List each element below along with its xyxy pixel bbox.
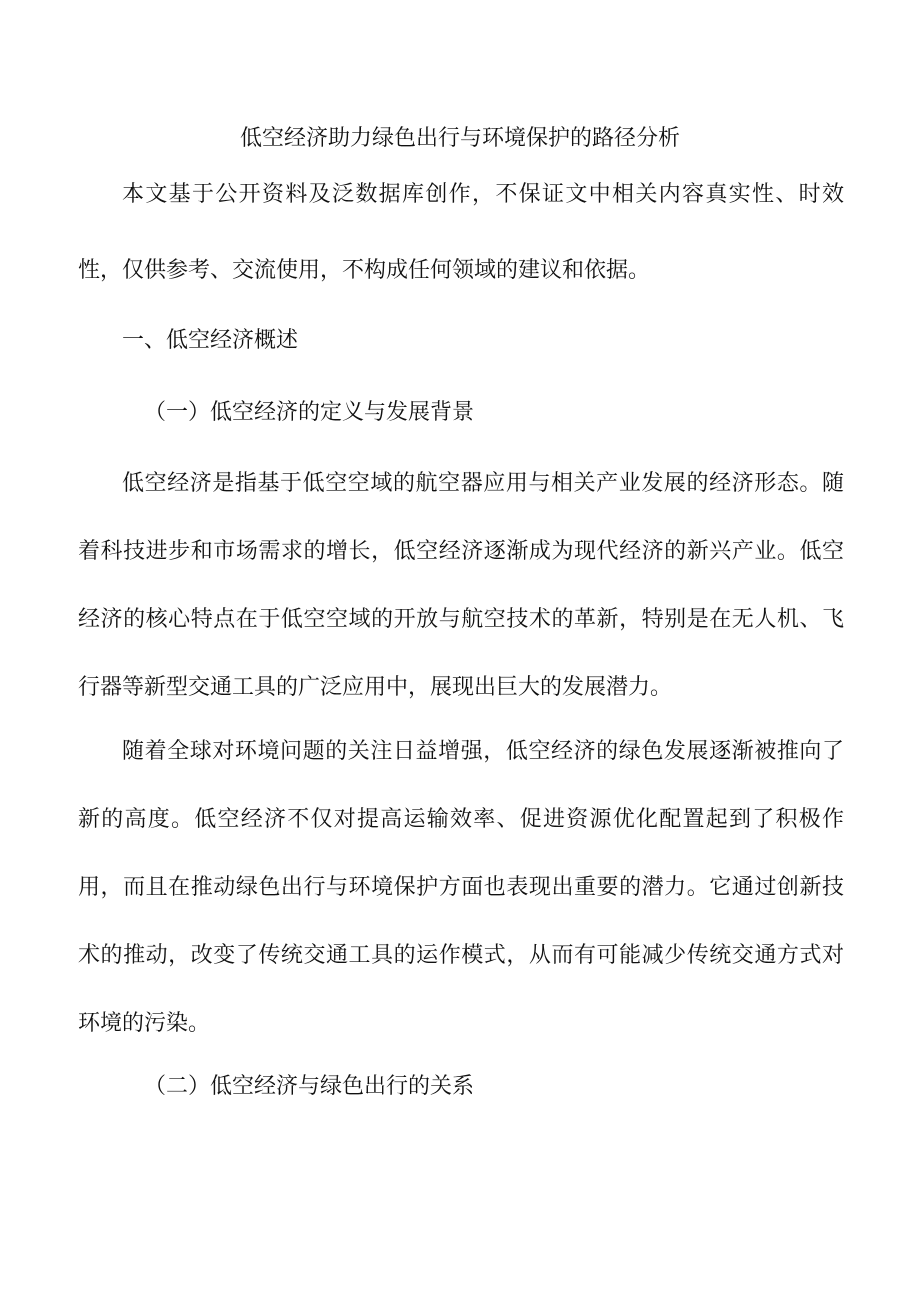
section-heading-overview: 一、低空经济概述	[122, 328, 299, 353]
body-paragraph-definition: 低空经济是指基于低空空域的航空器应用与相关产业发展的经济形态。随着科技进步和市场需求的增长，低空经济逐渐成为现代经济的新兴产业。低空经济的核心特点在于低空空域的开放与航空技术的革新，特别是在无人机、飞行器等新型交通工具的广泛应用中，展现出巨大的发展潜力。	[78, 471, 844, 700]
disclaimer-paragraph: 本文基于公开资料及泛数据库创作，不保证文中相关内容真实性、时效性，仅供参考、交流使用，不构成任何领域的建议和依据。	[78, 182, 844, 283]
subsection-heading-definition: （一）低空经济的定义与发展背景	[144, 400, 475, 425]
subsection-heading-green-travel: （二）低空经济与绿色出行的关系	[144, 1074, 475, 1099]
document-title: 低空经济助力绿色出行与环境保护的路径分析	[239, 126, 680, 151]
body-paragraph-environment: 随着全球对环境问题的关注日益增强，低空经济的绿色发展逐渐被推向了新的高度。低空经济不仅对提高运输效率、促进资源优化配置起到了积极作用，而且在推动绿色出行与环境保护方面也表现出重要的潜力。它通过创新技术的推动，改变了传统交通工具的运作模式，从而有可能减少传统交通方式对环境的污染。	[78, 739, 844, 1036]
